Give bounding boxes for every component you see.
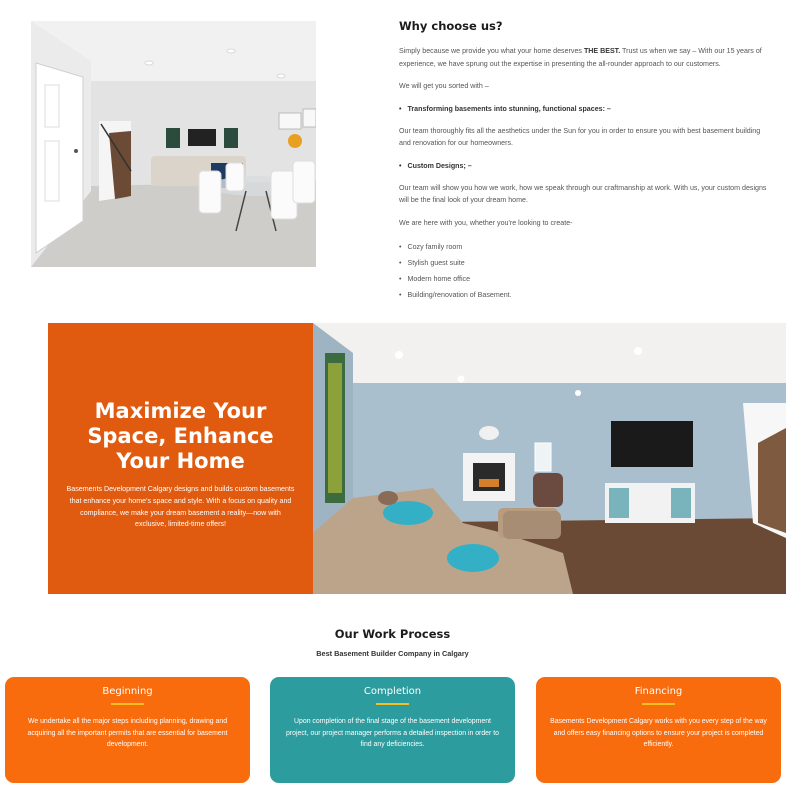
card-text: Basements Development Calgary works with you every step of the way and offers easy financing options to ensure your project is completed efficiently. <box>550 718 767 748</box>
banner-text: Basements Development Calgary designs and builds custom basements that enhance your home's space and style. With a focus on quality and compliance, we make your dream basement a reality—now with exclusive, limited-time offers! <box>66 485 295 529</box>
promo-banner <box>48 323 786 594</box>
banner-title: Maximize Your Space, Enhance Your Home <box>87 399 274 473</box>
card-text: We undertake all the major steps including planning, drawing and acquiring all the important permits that are essential for basement development. <box>27 718 228 748</box>
point2-title: • Custom Designs; – <box>399 160 769 172</box>
card-divider <box>111 703 144 705</box>
card-title: Completion <box>363 686 422 697</box>
basement-dining-photo <box>31 21 316 267</box>
list-item: • Cozy family room <box>399 239 769 255</box>
why-intro: Simply because we provide you what your home deserves THE BEST. Trust us when we say – With our 15 years of experience, we have sprung out the expertise in presenting the all-rounder approach to our customers. <box>399 47 762 68</box>
process-card-beginning <box>5 677 250 783</box>
card-title: Financing <box>634 686 683 697</box>
point1-text: Our team thoroughly fits all the aesthetics under the Sun for you in order to ensure you with best basement building and renovation for our homeowners. <box>399 126 761 147</box>
list-item: • Building/renovation of Basement. <box>399 287 769 303</box>
card-divider <box>376 703 409 705</box>
banner-text-panel <box>48 323 313 594</box>
list-item: • Stylish guest suite <box>399 255 769 271</box>
process-card-completion <box>270 677 515 783</box>
why-choose-us-section <box>399 19 769 303</box>
list-item: • Modern home office <box>399 271 769 287</box>
process-subtitle: Best Basement Builder Company in Calgary <box>316 649 469 658</box>
card-divider <box>642 703 675 705</box>
process-card-financing <box>536 677 781 783</box>
create-list <box>399 239 769 303</box>
basement-living-room-photo <box>313 323 786 594</box>
why-heading: Why choose us? <box>399 19 503 33</box>
point1-title: • Transforming basements into stunning, functional spaces: – <box>399 103 769 115</box>
card-text: Upon completion of the final stage of the basement development project, our project manager performs a detailed inspection in order to find any deficiencies. <box>286 718 499 748</box>
why-sorted-text: We will get you sorted with – <box>399 82 489 90</box>
card-title: Beginning <box>102 686 153 697</box>
point2-text: Our team will show you how we work, how we speak through our craftmanship at work. With us, your custom designs will be the final look of your dream home. <box>399 183 767 204</box>
create-intro: We are here with you, whether you're looking to create- <box>399 218 573 227</box>
process-title: Our Work Process <box>334 627 451 641</box>
